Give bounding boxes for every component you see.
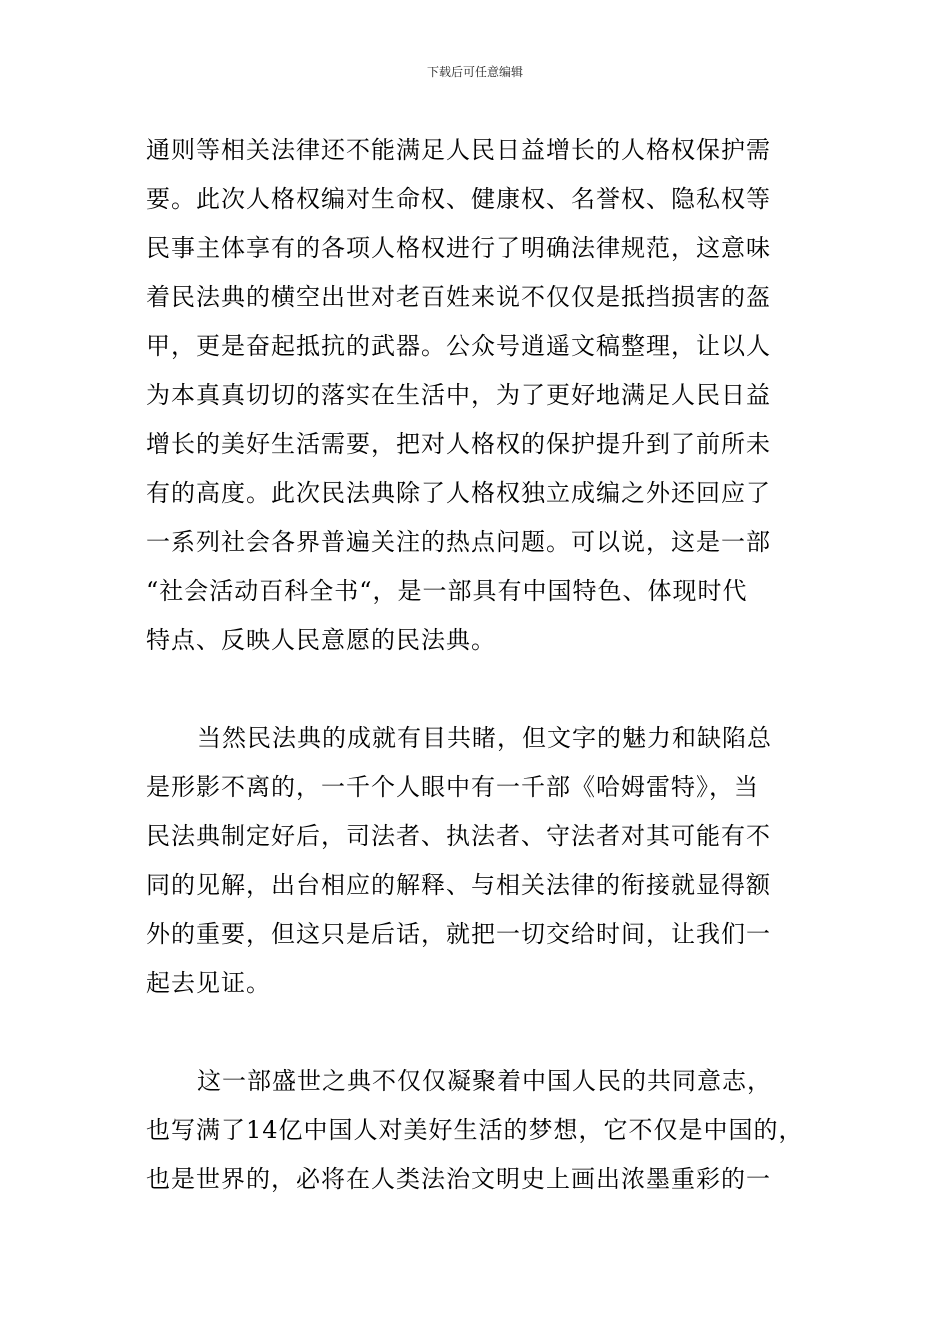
paragraph-1 <box>146 126 818 665</box>
text-line: 为本真真切切的落实在生活中，为了更好地满足人民日益 <box>146 381 771 409</box>
text-line: 外的重要，但这只是后话，就把一切交给时间，让我们一 <box>146 920 771 948</box>
paragraph-3 <box>146 1057 818 1204</box>
document-body <box>146 126 818 1204</box>
text-line: 一系列社会各界普遍关注的热点问题。可以说，这是一部 <box>146 528 771 556</box>
text-line: 着民法典的横空出世对老百姓来说不仅仅是抵挡损害的盔 <box>146 283 771 311</box>
text-line: 增长的美好生活需要，把对人格权的保护提升到了前所未 <box>146 430 771 458</box>
text-line: “社会活动百科全书“，是一部具有中国特色、体现时代 <box>146 577 748 605</box>
page-header: 下载后可任意编辑 <box>426 65 523 79</box>
paragraph-gap <box>146 1008 818 1057</box>
text-line: 民法典制定好后，司法者、执法者、守法者对其可能有不 <box>146 822 771 850</box>
text-line: 有的高度。此次民法典除了人格权独立成编之外还回应了 <box>146 479 771 507</box>
text-line: 当然民法典的成就有目共睹，但文字的魅力和缺陷总 <box>197 724 772 752</box>
text-line: 同的见解，出台相应的解释、与相关法律的衔接就显得额 <box>146 871 771 899</box>
paragraph-gap <box>146 665 818 714</box>
text-line: 也是世界的，必将在人类法治文明史上画出浓墨重彩的一 <box>146 1165 771 1193</box>
text-line: 要。此次人格权编对生命权、健康权、名誉权、隐私权等 <box>146 185 771 213</box>
text-line: 是形影不离的，一千个人眼中有一千部《哈姆雷特》，当 <box>146 773 759 801</box>
text-line: 民事主体享有的各项人格权进行了明确法律规范，这意味 <box>146 234 771 262</box>
text-line: 起去见证。 <box>146 969 271 997</box>
text-line: 通则等相关法律还不能满足人民日益增长的人格权保护需 <box>146 136 771 164</box>
paragraph-2 <box>146 714 818 1008</box>
text-line: 这一部盛世之典不仅仅凝聚着中国人民的共同意志， <box>197 1067 772 1095</box>
text-line: 特点、反映人民意愿的民法典。 <box>146 626 496 654</box>
text-line: 也写满了14亿中国人对美好生活的梦想，它不仅是中国的， <box>146 1116 804 1144</box>
text-line: 甲，更是奋起抵抗的武器。公众号逍遥文稿整理，让以人 <box>146 332 771 360</box>
